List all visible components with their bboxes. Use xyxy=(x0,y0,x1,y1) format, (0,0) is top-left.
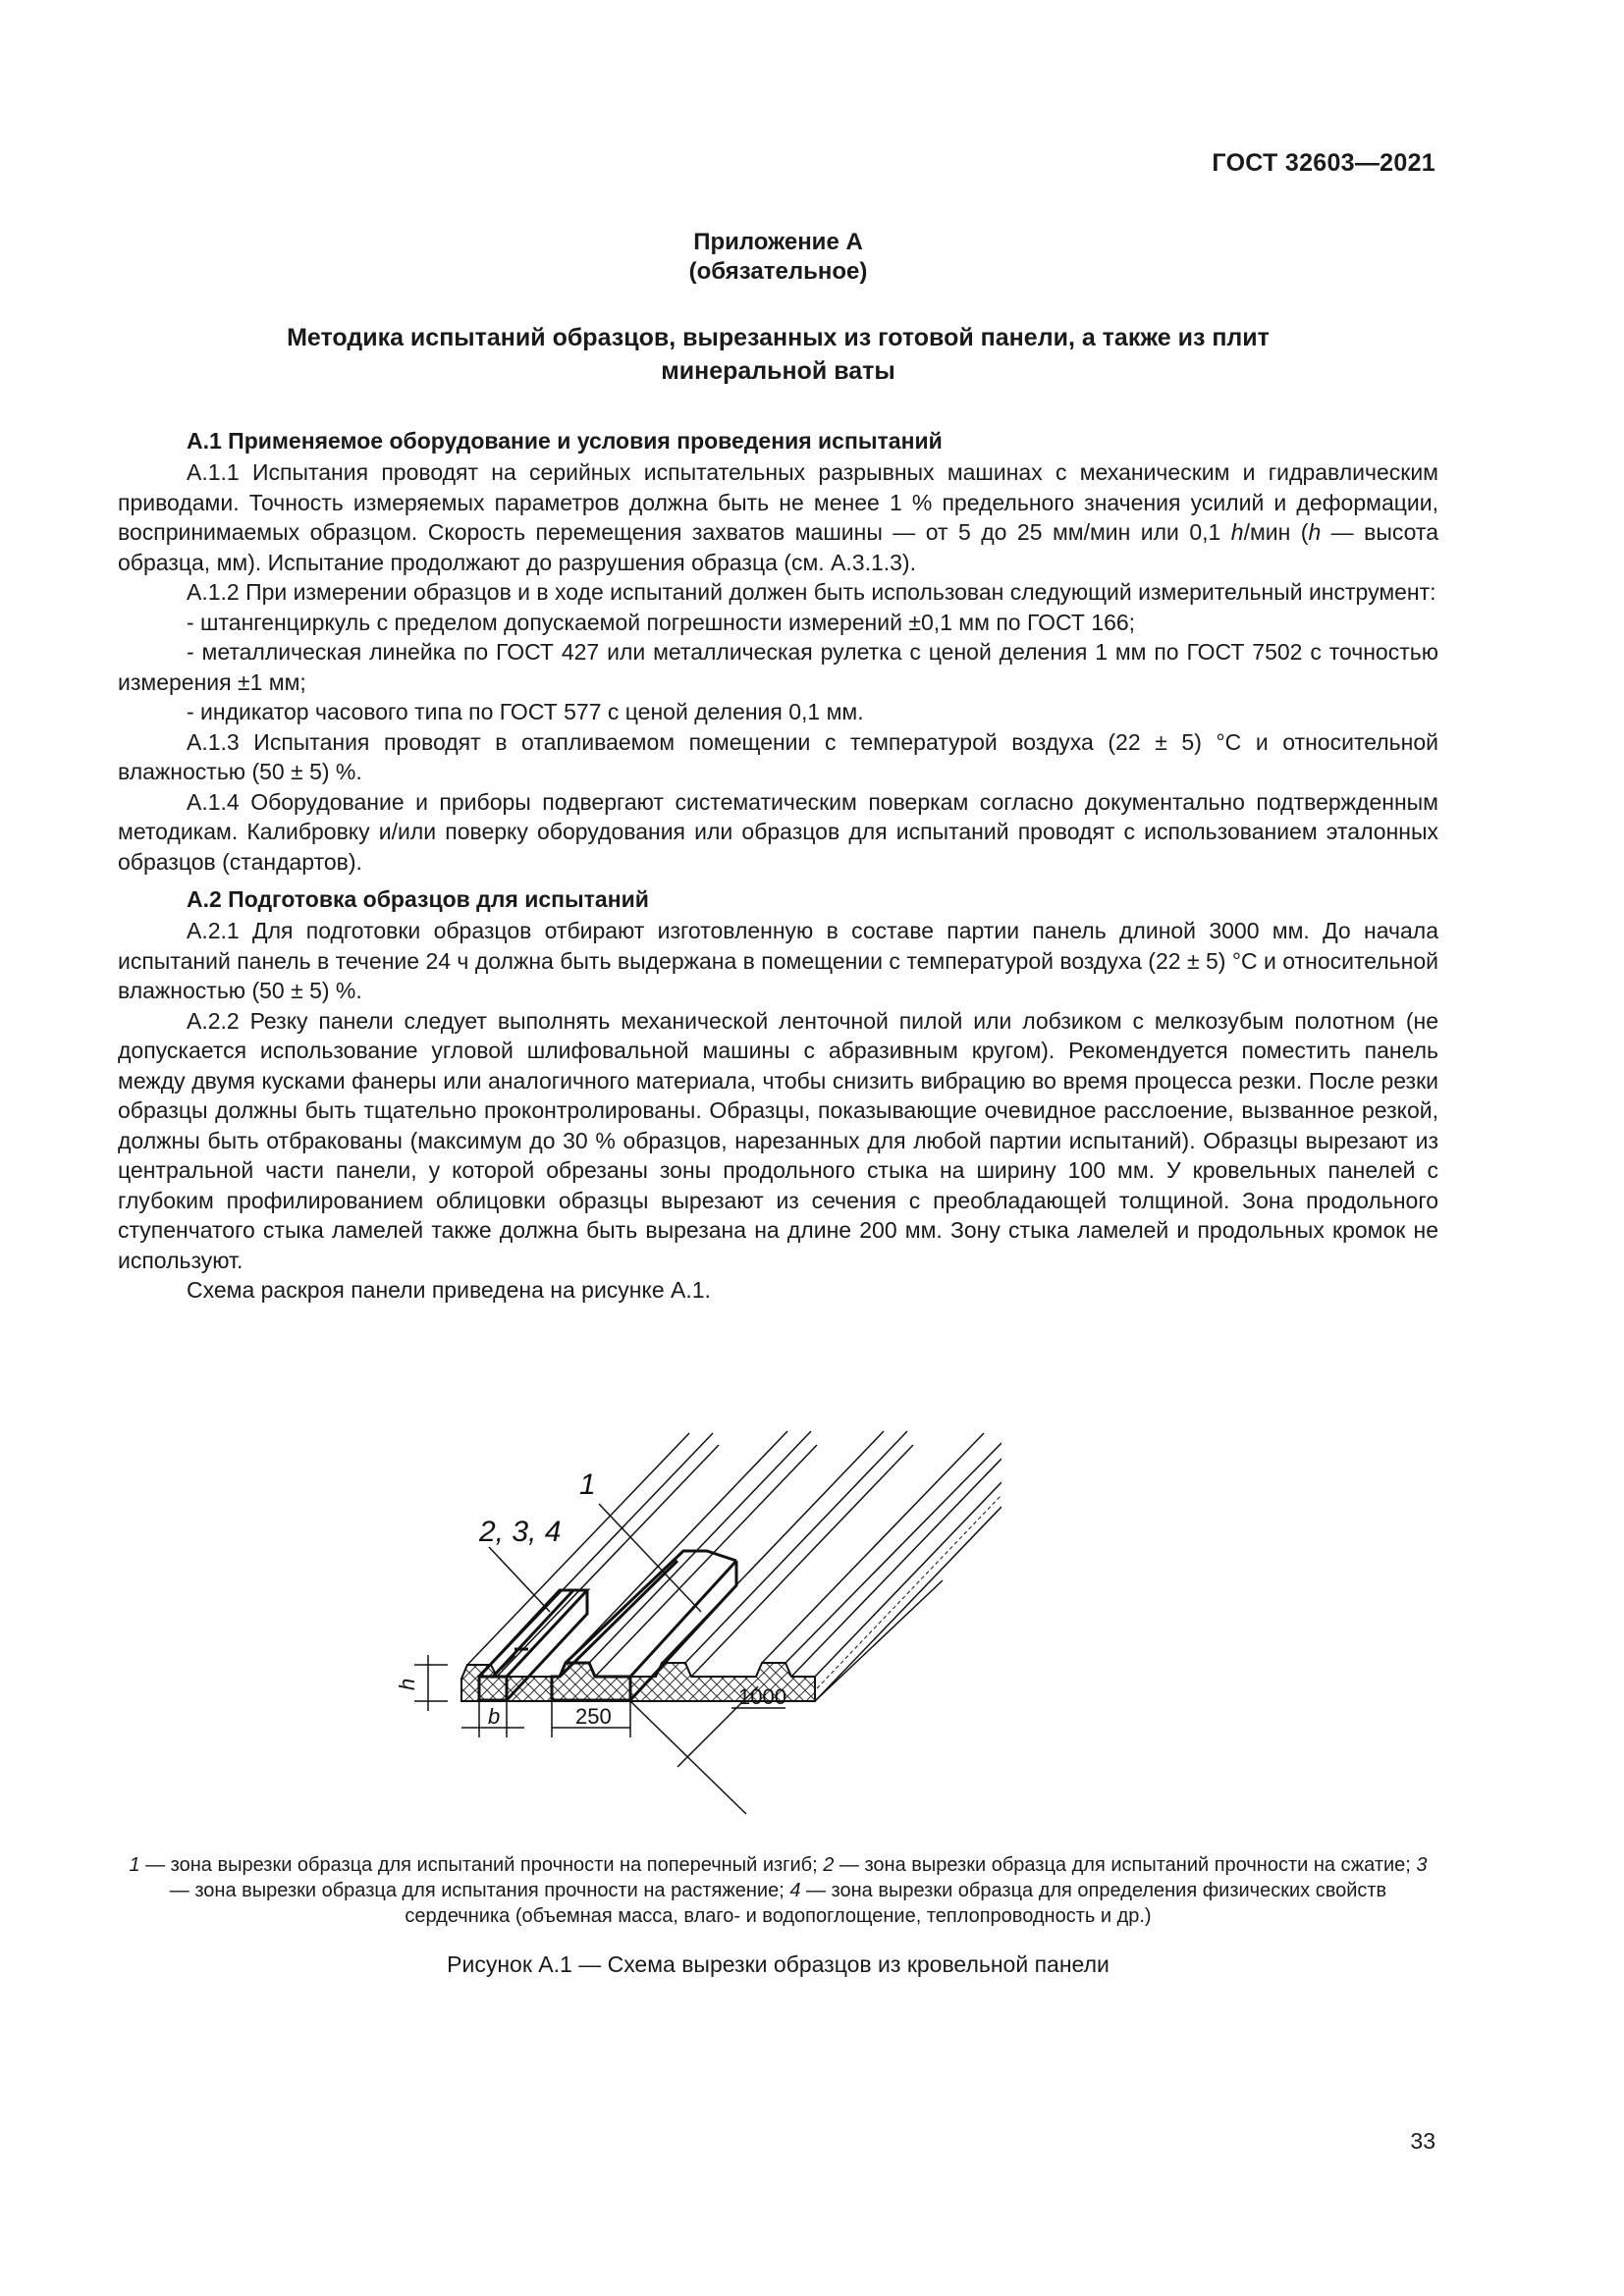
p-a11-part2: /мин ( xyxy=(1243,519,1309,545)
p-a11-h2: h xyxy=(1308,519,1322,545)
dimension-1000: 1000 xyxy=(738,1684,786,1709)
figure-caption: Рисунок А.1 — Схема вырезки образцов из кровельной панели xyxy=(447,1951,1110,1977)
list-item-3: - индикатор часового типа по ГОСТ 577 с ценой деления 0,1 мм. xyxy=(187,699,864,724)
legend-num-3: 3 xyxy=(1416,1854,1428,1876)
list-item-1: - штангенциркуль с пределом допускаемой погрешности измерений ±0,1 мм по ГОСТ 166; xyxy=(187,609,1136,635)
label-b: b xyxy=(488,1704,501,1729)
legend-text-4: — зона вырезки образца для определения физических свойств сердечника (объемная масса, влаго- и водопоглощение, теплопроводность и др.) xyxy=(405,1880,1387,1927)
paragraph-figure-ref: Схема раскроя панели приведена на рисунке А.1. xyxy=(187,1277,711,1303)
legend-num-4: 4 xyxy=(789,1880,801,1901)
dimension-250: 250 xyxy=(575,1704,612,1729)
paragraph-a-1-4: А.1.4 Оборудование и приборы подвергают систематическим поверкам согласно документально подтвержденным методикам. Калибровку и/или поверку оборудования или образцов для испытаний проводят с использованием эталонных образцов (стандартов). xyxy=(118,788,1438,875)
document-code: ГОСТ 32603—2021 xyxy=(1212,149,1435,177)
legend-text-2: — зона вырезки образца для испытаний прочности на сжатие; xyxy=(834,1854,1417,1876)
annex-heading-line1: Методика испытаний образцов, вырезанных из готовой панели, а также из плит xyxy=(287,324,1270,351)
p-a11-h1: h xyxy=(1230,519,1244,545)
legend-num-1: 1 xyxy=(129,1854,140,1876)
paragraph-a-2-2: А.2.2 Резку панели следует выполнять механической ленточной пилой или лобзиком с мелкозубым полотном (не допускается использование угловой шлифовальной машины с абразивным кругом). Рекомендуется поместить панель между двумя кусками фанеры или аналогичного материала, чтобы снизить вибрацию во время процесса резки. После резки образцы должны быть тщательно проконтролированы. Образцы, показывающие очевидное расслоение, вызванное резкой, должны быть отбракованы (максимум до 30 % образцов, нарезанных для любой партии испытаний). Образцы вырезают из центральной части панели, у которой обрезаны зоны продольного стыка на ширину 100 мм. У кровельных панелей с глубоким профилированием облицовки образцы вырезают из сечения с преобладающей толщиной. Зона продольного ступенчатого стыка ламелей также должна быть вырезана на длине 200 мм. Зону стыка ламелей и продольных кромок не используют. xyxy=(118,1007,1438,1273)
annex-heading xyxy=(118,321,1438,388)
legend-text-1: — зона вырезки образца для испытаний прочности на поперечный изгиб; xyxy=(139,1854,824,1876)
legend-num-2: 2 xyxy=(823,1854,835,1876)
paragraph-a-1-1 xyxy=(118,457,1438,577)
p-a11-part3: — высота образца, мм). Испытание продолжают до разрушения образца (см. А.3.1.3). xyxy=(118,519,1438,575)
body-text xyxy=(118,426,1438,1306)
annex-title: Приложение А xyxy=(693,229,863,255)
label-1: 1 xyxy=(579,1468,596,1501)
panel-rib-lines xyxy=(467,1431,1001,1677)
paragraph-a-1-3: А.1.3 Испытания проводят в отапливаемом помещении с температурой воздуха (22 ± 5) °С и относительной влажностью (50 ± 5) %. xyxy=(118,728,1438,784)
section-2-title: А.2 Подготовка образцов для испытаний xyxy=(187,886,649,912)
list-item-2: - металлическая линейка по ГОСТ 427 или металлическая рулетка с ценой деления 1 мм по ГОСТ 7502 с точностью измерения ±1 мм; xyxy=(118,639,1438,695)
paragraph-a-2-1: А.2.1 Для подготовки образцов отбирают изготовленную в составе партии панель длиной 3000 мм. До начала испытаний панель в течение 24 ч должна быть выдержана в помещении с температурой воздуха (22 ± 5) °С и относительной влажностью (50 ± 5) %. xyxy=(118,918,1438,1003)
annex-type: (обязательное) xyxy=(688,258,868,285)
label-2-3-4: 2, 3, 4 xyxy=(479,1516,562,1548)
panel-cutting-diagram xyxy=(393,1384,1001,1816)
paragraph-a-1-2: А.1.2 При измерении образцов и в ходе испытаний должен быть использован следующий измерительный инструмент: xyxy=(187,579,1436,605)
figure-legend xyxy=(118,1852,1438,1929)
page-number: 33 xyxy=(1410,2128,1435,2154)
legend-text-3: — зона вырезки образца для испытания прочности на растяжение; xyxy=(169,1880,790,1901)
section-1-title: А.1 Применяемое оборудование и условия проведения испытаний xyxy=(187,428,943,454)
annex-heading-line2: минеральной ваты xyxy=(661,357,895,385)
p-a11-part1: А.1.1 Испытания проводят на серийных испытательных разрывных машинах с механическим и гидравлическим приводами. Точность измеряемых параметров должна быть не менее 1 % предельного значения усилий и деформации, воспринимаемых образцом. Скорость перемещения захватов машины — от 5 до 25 мм/мин или 0,1 xyxy=(118,459,1438,545)
label-h: h xyxy=(395,1678,419,1690)
